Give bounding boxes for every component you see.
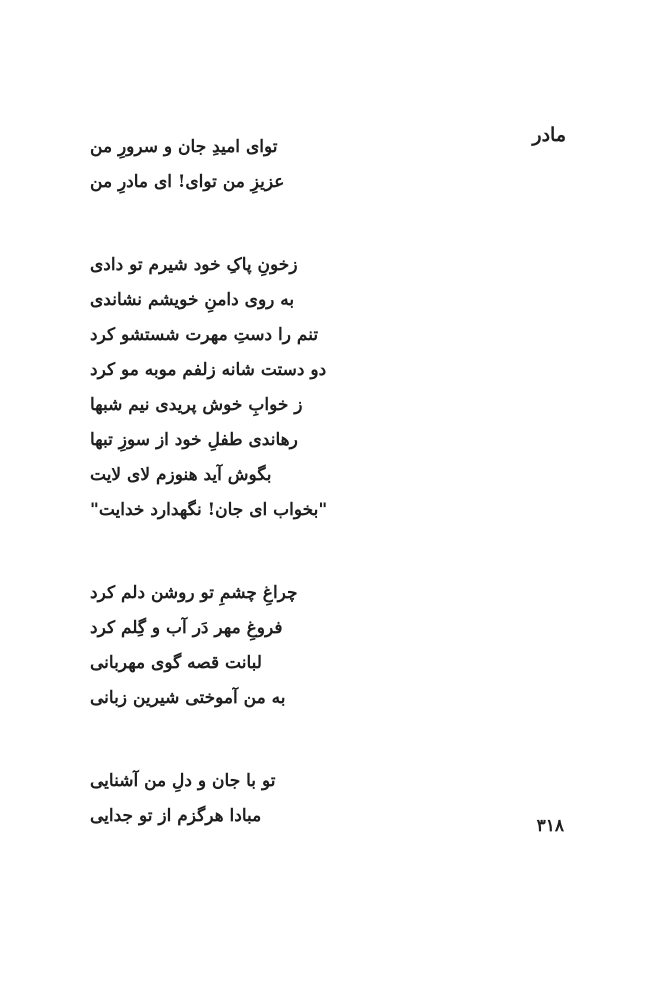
poem-body: [90, 130, 450, 882]
poem-line: فروغِ مهر دَر آب و گِلم کرد: [90, 618, 283, 638]
page-number: ۳۱۸: [536, 816, 564, 836]
poem-line: لبانت قصه گوی مهربانی: [90, 653, 262, 673]
poem-line: دو دستت شانه زلفم موبه مو کرد: [90, 360, 327, 380]
poem-line: تنم را دستِ مهرت شستشو کرد: [90, 325, 319, 345]
poem-line: بگوش آید هنوزم لای لایت: [90, 465, 272, 485]
poem-line: تو با جان و دلِ من آشنایی: [90, 771, 276, 791]
poem-line: عزیزِ من توای! ای مادرِ من: [90, 172, 285, 192]
poem-line: چراغِ چشمِ تو روشن دلم کرد: [90, 583, 298, 603]
poem-title: مادر: [532, 124, 566, 146]
stanza: [90, 130, 450, 200]
poem-line: "بخواب ای جان! نگهدارد خدایت": [90, 500, 328, 520]
poem-line: به من آموختی شیرین زبانی: [90, 688, 286, 708]
poem-line: زخونِ پاکِ خود شیرم تو دادی: [90, 255, 298, 275]
poem-line: توای امیدِ جان و سرورِ من: [90, 137, 278, 157]
stanza: [90, 248, 450, 528]
stanza: [90, 764, 450, 834]
stanza: [90, 576, 450, 716]
poem-line: ز خوابِ خوش پریدی نیم شبها: [90, 395, 303, 415]
poem-line: به روی دامنِ خویشم نشاندی: [90, 290, 295, 310]
poem-line: رهاندی طفلِ خود از سوزِ تبها: [90, 430, 298, 450]
poem-line: مبادا هرگزم از تو جدایی: [90, 806, 262, 826]
